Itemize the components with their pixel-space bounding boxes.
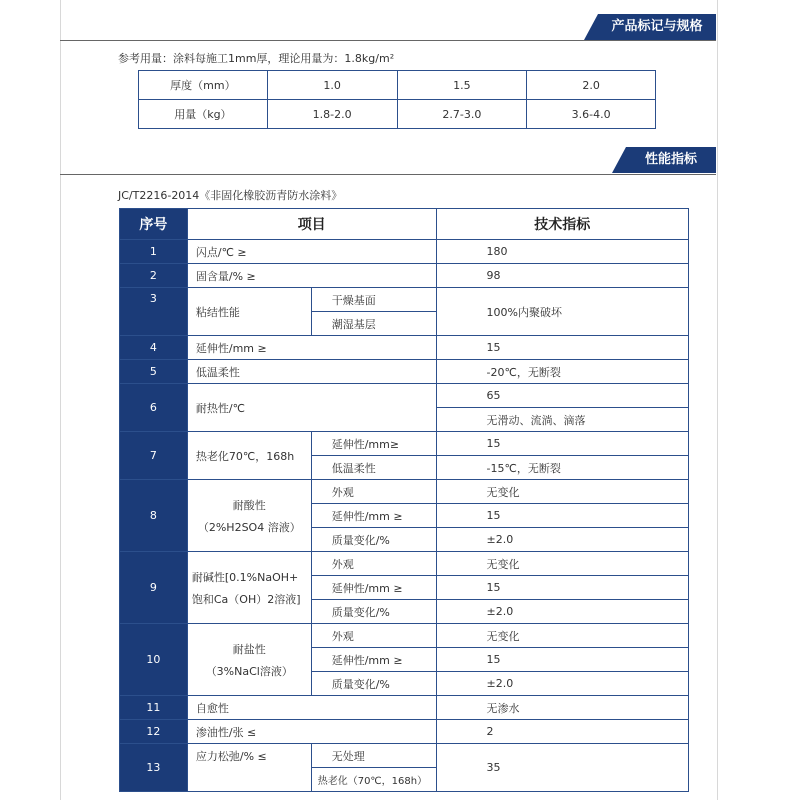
item-cell: 粘结性能	[187, 288, 311, 336]
spec-cell: 98	[436, 264, 688, 288]
spec-cell: ±2.0	[436, 672, 688, 696]
sub-item-cell: 延伸性/mm ≥	[311, 504, 436, 528]
table-row	[120, 624, 689, 648]
row-number: 2	[120, 264, 188, 288]
table-row	[120, 240, 689, 264]
usage-cell: 1.0	[267, 71, 397, 100]
section-divider	[60, 174, 716, 175]
spec-cell: 15	[436, 432, 688, 456]
table-row	[120, 696, 689, 720]
usage-cell: 2.0	[527, 71, 656, 100]
perf-section-title: 性能指标	[644, 152, 697, 167]
spec-cell: ±2.0	[436, 528, 688, 552]
item-cell: 应力松弛/% ≤	[187, 744, 311, 792]
item-line: 耐盐性	[232, 642, 266, 656]
row-number: 9	[120, 552, 188, 624]
sub-item-cell: 质量变化/%	[311, 600, 436, 624]
spec-cell: 65	[436, 384, 688, 408]
sub-item-cell: 外观	[311, 480, 436, 504]
sub-item-cell: 延伸性/mm ≥	[311, 576, 436, 600]
sub-item-cell: 质量变化/%	[311, 528, 436, 552]
row-number: 11	[120, 696, 188, 720]
spec-cell: 15	[436, 648, 688, 672]
spec-cell: 100%内聚破坏	[436, 288, 688, 336]
item-line: 耐碱性[0.1%NaOH+	[191, 570, 299, 584]
table-row	[120, 744, 689, 768]
item-cell: 固含量/% ≥	[187, 264, 436, 288]
usage-cell: 2.7-3.0	[397, 100, 527, 129]
sub-item-cell: 质量变化/%	[311, 672, 436, 696]
table-row	[120, 288, 689, 312]
row-number: 8	[120, 480, 188, 552]
item-cell: 热老化70℃，168h	[187, 432, 311, 480]
usage-cell: 1.5	[397, 71, 527, 100]
usage-cell: 3.6-4.0	[527, 100, 656, 129]
spec-cell: ±2.0	[436, 600, 688, 624]
sub-item-cell: 热老化（70℃，168h）	[311, 768, 436, 792]
sub-item-cell: 潮湿基层	[311, 312, 436, 336]
row-number: 12	[120, 720, 188, 744]
item-line: 饱和Ca（OH）2溶液]	[191, 592, 301, 606]
header-spec: 技术指标	[436, 209, 688, 240]
perf-section-tag	[626, 147, 716, 173]
section-divider	[60, 40, 716, 41]
header-item: 项目	[187, 209, 436, 240]
table-row	[120, 432, 689, 456]
item-cell: 延伸性/mm ≥	[187, 336, 436, 360]
row-number: 1	[120, 240, 188, 264]
usage-note: 参考用量：涂料每施工1mm厚，理论用量为：1.8kg/m²	[118, 52, 395, 65]
spec-cell: 15	[436, 504, 688, 528]
table-row	[120, 384, 689, 408]
sub-item-cell: 无处理	[311, 744, 436, 768]
table-row	[120, 552, 689, 576]
item-line: （3%NaCl溶液）	[205, 664, 293, 678]
row-number: 4	[120, 336, 188, 360]
spec-cell: 无变化	[436, 480, 688, 504]
item-line: 耐酸性	[232, 498, 266, 512]
usage-label-amount: 用量（kg）	[139, 100, 268, 129]
spec-cell: 15	[436, 336, 688, 360]
spec-cell: 2	[436, 720, 688, 744]
item-cell: 渗油性/张 ≤	[187, 720, 436, 744]
sub-item-cell: 外观	[311, 552, 436, 576]
standard-title: JC/T2216-2014《非固化橡胶沥青防水涂料》	[118, 189, 343, 202]
table-row	[120, 360, 689, 384]
spec-cell: -15℃，无断裂	[436, 456, 688, 480]
table-row	[139, 71, 656, 100]
item-cell: 闪点/℃ ≥	[187, 240, 436, 264]
spec-cell: 180	[436, 240, 688, 264]
sub-item-cell: 外观	[311, 624, 436, 648]
table-row	[120, 264, 689, 288]
spec-cell: 无变化	[436, 552, 688, 576]
table-header-row	[120, 209, 689, 240]
spec-section-tag	[598, 14, 716, 40]
sub-item-cell: 延伸性/mm ≥	[311, 648, 436, 672]
header-no: 序号	[120, 209, 188, 240]
table-row	[120, 480, 689, 504]
item-cell: 自愈性	[187, 696, 436, 720]
row-number: 7	[120, 432, 188, 480]
item-cell	[187, 480, 311, 552]
row-number: 6	[120, 384, 188, 432]
sub-item-cell: 干燥基面	[311, 288, 436, 312]
sub-item-cell: 低温柔性	[311, 456, 436, 480]
spec-section-title: 产品标记与规格	[611, 19, 703, 34]
row-number: 5	[120, 360, 188, 384]
table-row	[120, 336, 689, 360]
spec-cell: 无变化	[436, 624, 688, 648]
performance-table	[119, 208, 689, 792]
spec-cell: 无滑动、流淌、滴落	[436, 408, 688, 432]
spec-cell: 无渗水	[436, 696, 688, 720]
usage-table	[138, 70, 656, 129]
row-number: 10	[120, 624, 188, 696]
row-number: 13	[120, 744, 188, 792]
usage-label-thickness: 厚度（mm）	[139, 71, 268, 100]
usage-cell: 1.8-2.0	[267, 100, 397, 129]
item-cell: 低温柔性	[187, 360, 436, 384]
row-number: 3	[120, 288, 188, 336]
item-cell	[187, 552, 311, 624]
table-row	[139, 100, 656, 129]
item-line: （2%H2SO4 溶液）	[197, 520, 301, 534]
sub-item-cell: 延伸性/mm≥	[311, 432, 436, 456]
item-cell	[187, 624, 311, 696]
item-cell: 耐热性/℃	[187, 384, 436, 432]
spec-cell: -20℃，无断裂	[436, 360, 688, 384]
spec-cell: 35	[436, 744, 688, 792]
table-row	[120, 720, 689, 744]
spec-cell: 15	[436, 576, 688, 600]
